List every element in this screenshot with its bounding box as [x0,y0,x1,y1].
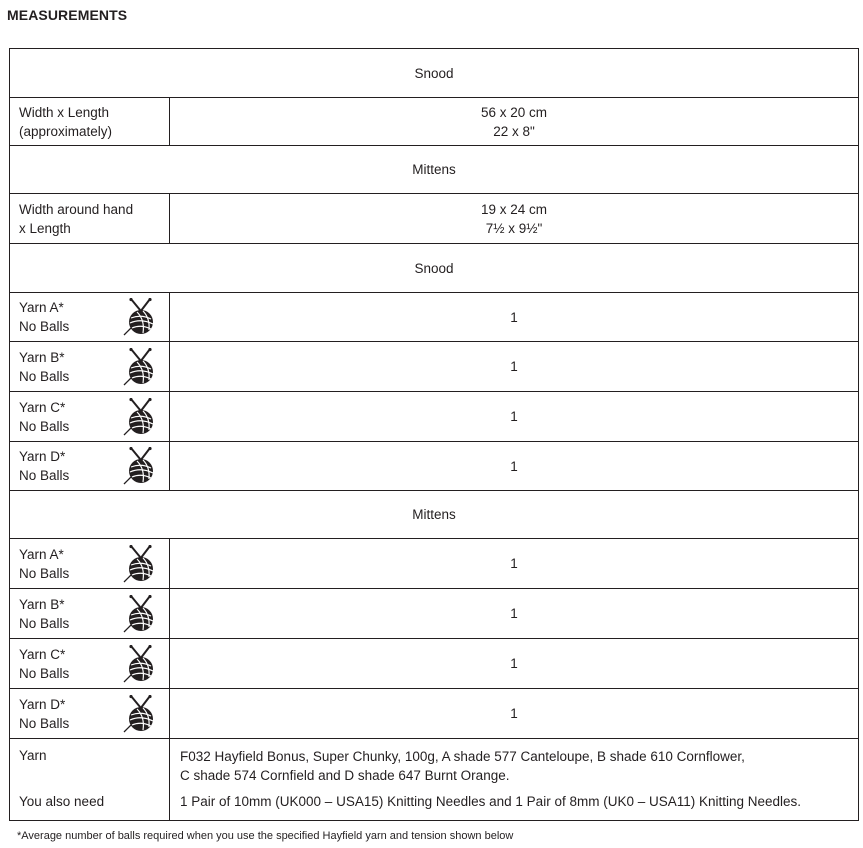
yarn-ball-icon [123,348,157,386]
yarn-materials-text: C shade 574 Cornfield and D shade 647 Burnt Orange. [180,768,510,783]
yarn-sub-label: No Balls [19,319,70,334]
yarn-label: Yarn D* [19,449,66,464]
yarn-count: 1 [510,556,518,571]
yarn-row [10,589,858,639]
size-value-cell [170,98,858,145]
section-header: Snood [414,65,454,81]
size-value-cm: 56 x 20 cm [480,104,548,120]
page-title: MEASUREMENTS [7,7,128,23]
yarn-ball-icon [123,447,157,485]
section-header: Snood [414,260,454,276]
section-header-row [10,244,858,293]
yarn-sub-label: No Balls [19,468,70,483]
yarn-ball-icon [123,645,157,683]
size-label-cell [10,98,170,145]
measurements-table [9,48,859,821]
yarn-label: Yarn D* [19,696,66,712]
yarn-label: Yarn B* [19,349,65,365]
section-header-row [10,491,858,539]
yarn-row [10,392,858,442]
yarn-materials-label: Yarn [19,748,47,763]
materials-row [10,739,858,820]
yarn-ball-icon [123,398,157,436]
size-row [10,98,858,146]
section-header-row [10,146,858,194]
size-value-cell [170,194,858,243]
section-header: Mittens [412,162,456,177]
size-row [10,194,858,244]
materials-text-cell [170,739,858,820]
yarn-label-cell [10,442,170,490]
yarn-ball-icon [123,545,157,583]
yarn-label: Yarn C* [19,646,66,662]
yarn-label-cell [10,689,170,738]
yarn-label: Yarn A* [19,546,64,562]
yarn-label: Yarn A* [19,300,64,315]
yarn-label-cell [10,392,170,441]
yarn-label-cell [10,342,170,391]
yarn-ball-icon [123,298,157,336]
materials-label-cell [10,739,170,820]
also-need-label: You also need [19,794,105,809]
yarn-label-cell [10,539,170,588]
yarn-ball-icon [123,695,157,733]
size-value-cm: 19 x 24 cm [480,201,548,217]
yarn-sub-label: No Balls [19,665,70,681]
yarn-count: 1 [510,706,518,721]
yarn-row [10,539,858,589]
yarn-sub-label: No Balls [19,368,70,384]
yarn-sub-label: No Balls [19,615,70,631]
yarn-count: 1 [510,309,518,325]
yarn-label-cell [10,293,170,341]
size-value-in: 7½ x 9½" [485,220,543,236]
yarn-row [10,342,858,392]
yarn-label: Yarn C* [19,399,66,415]
footnote: *Average number of balls required when you use the specified Hayfield yarn and tension shown below [17,830,514,842]
yarn-row [10,689,858,739]
size-value-in: 22 x 8" [493,123,535,139]
yarn-label: Yarn B* [19,596,65,612]
yarn-count: 1 [510,458,518,474]
yarn-label-cell [10,589,170,638]
size-label-cell [10,194,170,243]
yarn-count: 1 [510,656,518,671]
section-header-row [10,49,858,98]
yarn-count: 1 [510,409,518,424]
yarn-label-cell [10,639,170,688]
yarn-count: 1 [510,606,518,621]
yarn-sub-label: No Balls [19,418,70,434]
yarn-row [10,293,858,342]
size-label-line: Width around hand [19,201,134,217]
yarn-sub-label: No Balls [19,565,70,581]
yarn-materials-text: F032 Hayfield Bonus, Super Chunky, 100g, A shade 577 Canteloupe, B shade 610 Cornflower, [180,749,745,764]
yarn-row [10,442,858,491]
yarn-sub-label: No Balls [19,715,70,731]
also-need-text: 1 Pair of 10mm (UK000 – USA15) Knitting Needles and 1 Pair of 8mm (UK0 – USA11) Knitting Needles. [180,794,802,809]
yarn-row [10,639,858,689]
size-label-line: (approximately) [19,123,113,139]
yarn-ball-icon [123,595,157,633]
size-label-line: x Length [19,220,71,236]
yarn-count: 1 [510,359,518,374]
section-header: Mittens [412,507,456,522]
size-label-line: Width x Length [19,104,110,120]
